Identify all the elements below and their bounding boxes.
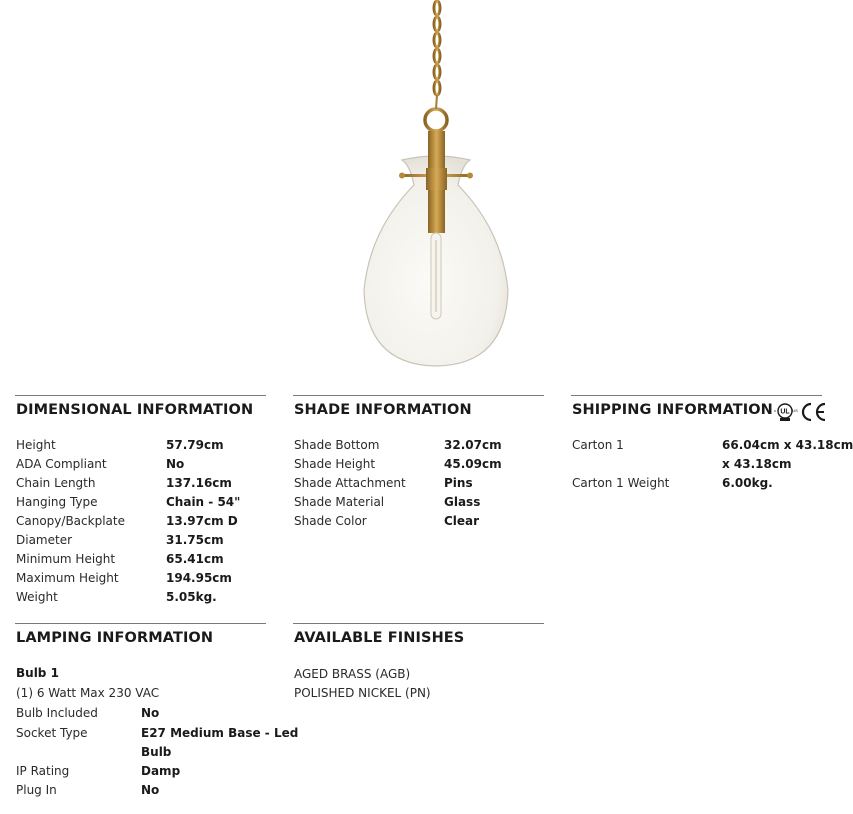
row-value: E27 Medium Base - Led <box>141 726 299 740</box>
dimensional-heading: DIMENSIONAL INFORMATION <box>16 402 254 418</box>
finishes-heading: AVAILABLE FINISHES <box>294 630 465 646</box>
row-value: 32.07cm <box>444 438 502 452</box>
row-label: Canopy/Backplate <box>16 514 125 528</box>
dimensional-rule <box>15 395 266 396</box>
row-label: ADA Compliant <box>16 457 107 471</box>
chain <box>425 1 447 131</box>
bulb-title-text: Bulb 1 <box>16 666 59 680</box>
finishes-rule <box>293 623 544 624</box>
lamping-rule <box>15 623 266 624</box>
bulb-description-text: (1) 6 Watt Max 230 VAC <box>16 686 160 700</box>
row-label: Hanging Type <box>16 495 98 509</box>
shipping-rule <box>571 395 822 396</box>
shipping-heading: SHIPPING INFORMATION <box>572 402 773 418</box>
row-label: Diameter <box>16 533 73 547</box>
row-value: 137.16cm <box>166 476 232 490</box>
row-value: No <box>166 457 185 471</box>
list-item: POLISHED NICKEL (PN) <box>294 686 431 700</box>
row-value: Damp <box>141 764 181 778</box>
row-value: 194.95cm <box>166 571 232 585</box>
row-label: Minimum Height <box>16 552 116 566</box>
row-label: Socket Type <box>16 726 88 740</box>
row-value: 45.09cm <box>444 457 502 471</box>
row-label: Weight <box>16 590 58 604</box>
c-ul-us-listed-icon <box>771 402 799 422</box>
shade-heading: SHADE INFORMATION <box>294 402 472 418</box>
row-value: Clear <box>444 514 480 528</box>
lamping-heading: LAMPING INFORMATION <box>16 630 214 646</box>
row-value: Pins <box>444 476 473 490</box>
pendant-lamp-image <box>340 0 530 372</box>
row-label: Carton 1 Weight <box>572 476 670 490</box>
row-value: No <box>141 706 160 720</box>
row-label: Shade Height <box>294 457 376 471</box>
row-label: Maximum Height <box>16 571 119 585</box>
svg-text:UL: UL <box>780 408 790 416</box>
row-label: Plug In <box>16 783 57 797</box>
row-value: 13.97cm D <box>166 514 238 528</box>
row-label: Shade Color <box>294 514 367 528</box>
row-label: Bulb Included <box>16 706 98 720</box>
svg-text:c: c <box>774 408 776 413</box>
row-value: 57.79cm <box>166 438 224 452</box>
row-value: 5.05kg. <box>166 590 217 604</box>
svg-text:US: US <box>792 408 798 413</box>
row-value: 66.04cm x 43.18cm <box>722 438 853 452</box>
row-value: 65.41cm <box>166 552 224 566</box>
row-label: Shade Bottom <box>294 438 380 452</box>
row-value: No <box>141 783 160 797</box>
row-label: Carton 1 <box>572 438 624 452</box>
row-value: Chain - 54" <box>166 495 241 509</box>
row-label: Shade Attachment <box>294 476 406 490</box>
shade-rule <box>293 395 544 396</box>
row-value: 31.75cm <box>166 533 224 547</box>
row-label: IP Rating <box>16 764 70 778</box>
row-label: Shade Material <box>294 495 385 509</box>
row-value: Bulb <box>141 745 172 759</box>
list-item: AGED BRASS (AGB) <box>294 667 411 681</box>
row-value: x 43.18cm <box>722 457 792 471</box>
row-label: Chain Length <box>16 476 96 490</box>
row-value: Glass <box>444 495 481 509</box>
row-label: Height <box>16 438 56 452</box>
row-value: 6.00kg. <box>722 476 773 490</box>
ce-mark-icon <box>799 401 827 423</box>
